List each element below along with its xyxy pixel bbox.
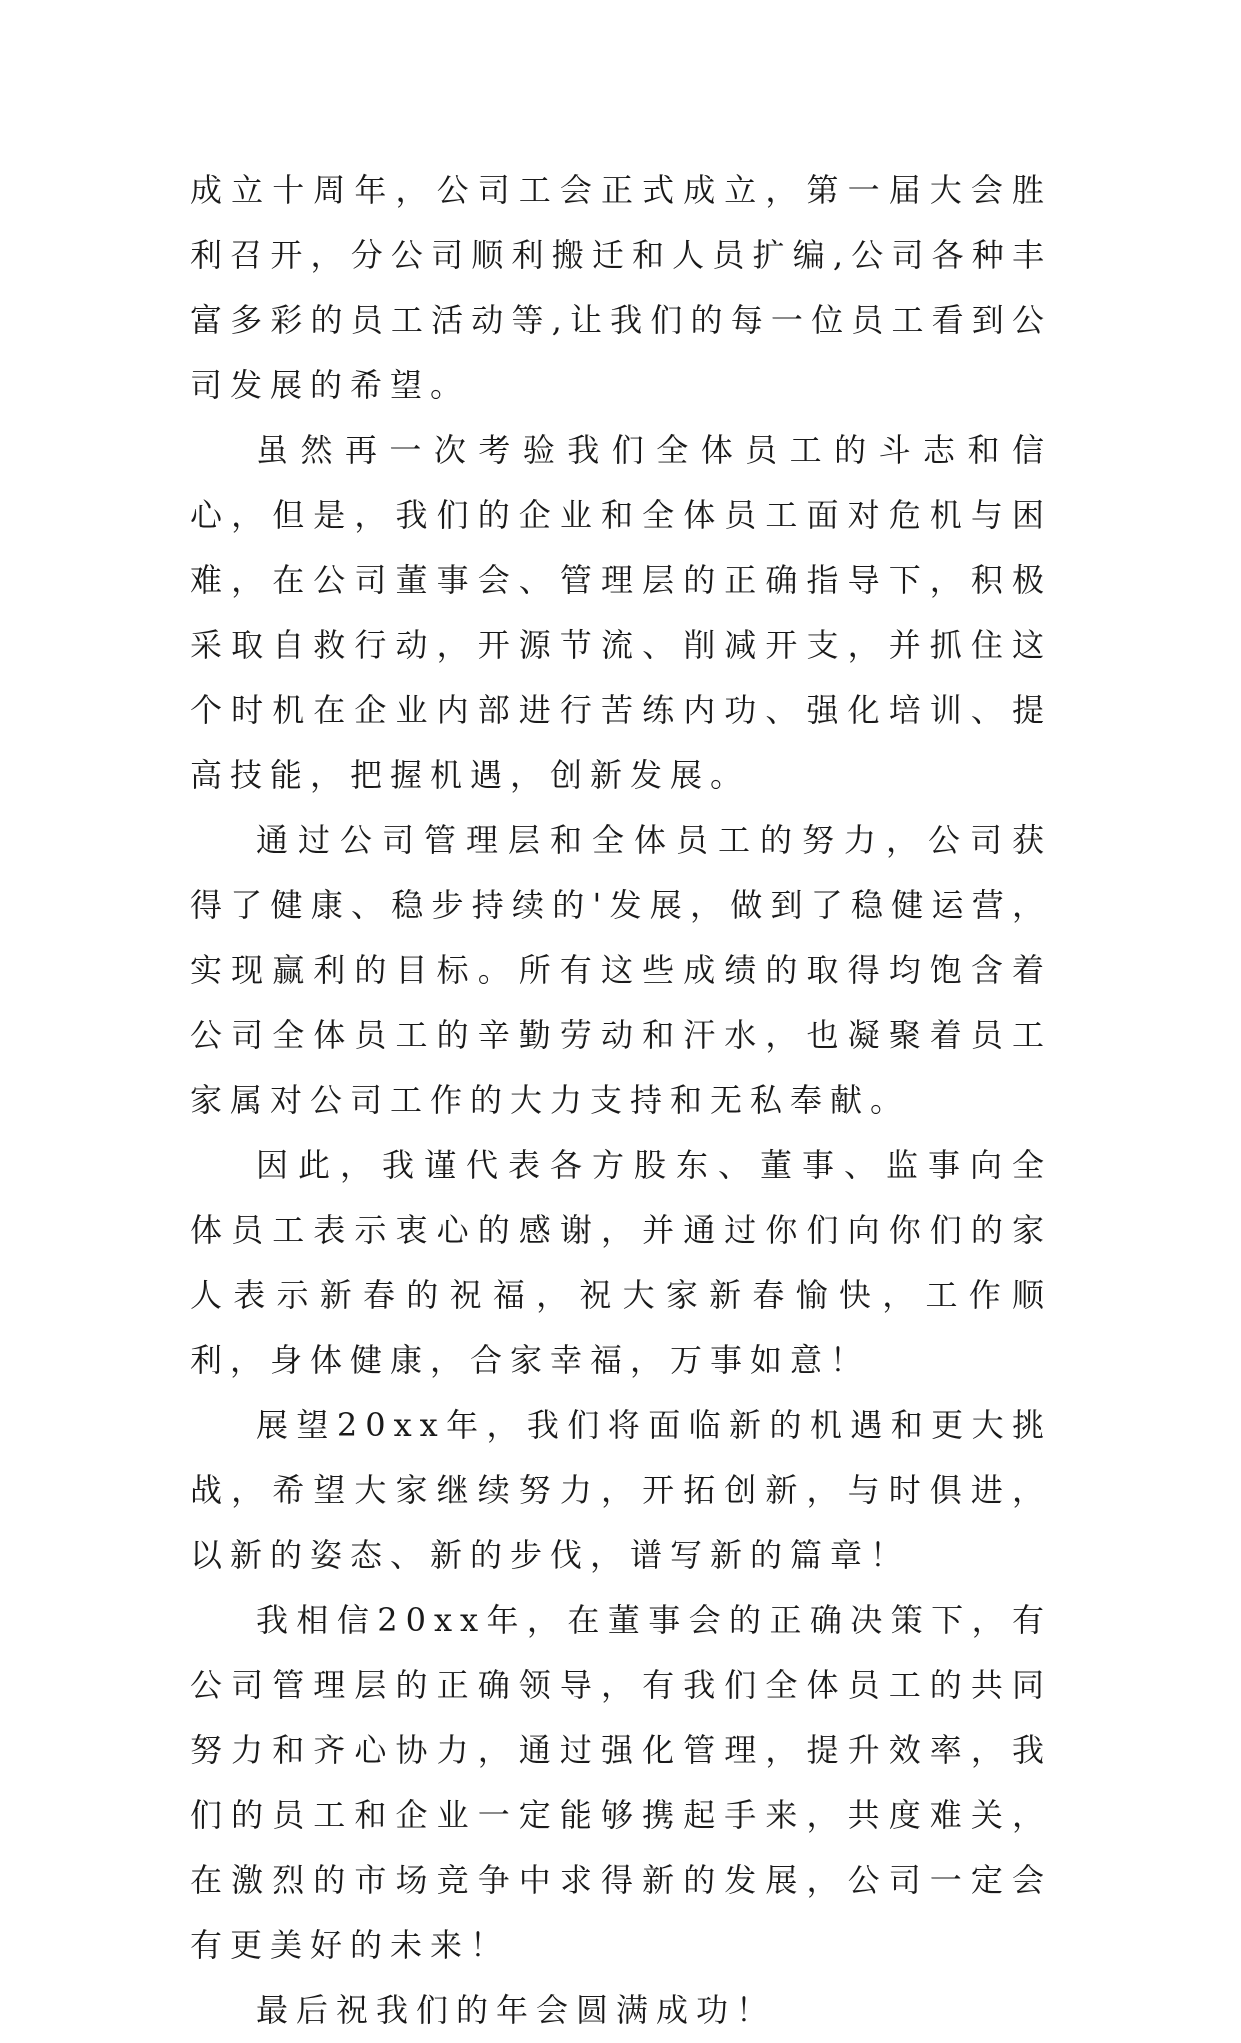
- paragraph-3: 通过公司管理层和全体员工的努力，公司获得了健康、稳步持续的'发展，做到了稳健运营，实现赢利的目标。所有这些成绩的取得均饱含着公司全体员工的辛勤劳动和汗水，也凝聚着员工家属对公司工作的大力支持和无私奉献。: [190, 821, 1052, 1119]
- paragraph-6: 我相信20xx年，在董事会的正确决策下，有公司管理层的正确领导，有我们全体员工的共同努力和齐心协力，通过强化管理，提升效率，我们的员工和企业一定能够携起手来，共度难关，在激烈的市场竞争中求得新的发展，公司一定会有更美好的未来！: [190, 1601, 1052, 1964]
- paragraph-4: 因此，我谨代表各方股东、董事、监事向全体员工表示衷心的感谢，并通过你们向你们的家人表示新春的祝福，祝大家新春愉快，工作顺利，身体健康，合家幸福，万事如意！: [190, 1146, 1052, 1379]
- paragraph-1: 成立十周年，公司工会正式成立，第一届大会胜利召开，分公司顺利搬迁和人员扩编,公司各种丰富多彩的员工活动等,让我们的每一位员工看到公司发展的希望。: [190, 171, 1052, 404]
- paragraph-2: 虽然再一次考验我们全体员工的斗志和信心，但是，我们的企业和全体员工面对危机与困难，在公司董事会、管理层的正确指导下，积极采取自救行动，开源节流、削减开支，并抓住这个时机在企业内部进行苦练内功、强化培训、提高技能，把握机遇，创新发展。: [190, 431, 1052, 794]
- paragraph-5: 展望20xx年，我们将面临新的机遇和更大挑战，希望大家继续努力，开拓创新，与时俱进，以新的姿态、新的步伐，谱写新的篇章！: [190, 1406, 1052, 1574]
- document-body: [190, 158, 1052, 2043]
- paragraph-7: 最后祝我们的年会圆满成功！: [256, 1991, 777, 2029]
